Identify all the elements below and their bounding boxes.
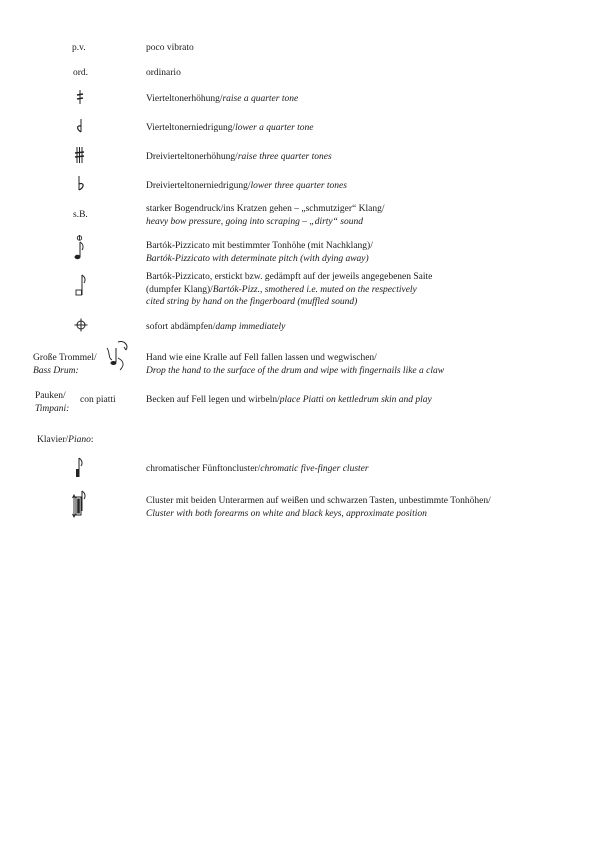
- forearm-cluster-icon: [72, 489, 88, 519]
- abbr-sb: s.B.: [73, 210, 88, 220]
- text-poco-vibrato: poco vibrato: [146, 43, 194, 53]
- text-bass-drum: Hand wie eine Kralle auf Fell fallen lassen und wegwischen/ Drop the hand to the surface of the drum and wipe with fingernails like a claw: [146, 353, 445, 376]
- text-five-finger-cluster: chromatischer Fünftoncluster/chromatic five-finger cluster: [146, 464, 369, 474]
- instrument-label-timpani: Pauken/ Timpani:: [35, 391, 70, 414]
- muted-bartok-note-icon: [74, 273, 86, 299]
- damp-circle-cross-icon: [74, 318, 88, 332]
- instrument-label-bass-drum: Große Trommel/ Bass Drum:: [33, 353, 97, 376]
- text-damp: sofort abdämpfen/damp immediately: [146, 322, 286, 332]
- text-ordinario: ordinario: [146, 68, 181, 78]
- five-finger-cluster-icon: [74, 456, 86, 478]
- bartok-pizz-note-icon: [73, 235, 85, 261]
- abbr-pv: p.v.: [72, 43, 86, 53]
- quarter-sharp-icon: [76, 89, 84, 105]
- score-legend-page: p.v. poco vibrato ord. ordinario Vierteltonerhöhung/raise a quarter tone Vierteltonerniedrigung/lower a quarter tone Dreivierteltonerhöhung/raise three quarter tones Dreivierteltonerniedrigung/lower three quarter tones s.B. starker Bogendruck/ins Kratzen gehen – „schmutziger“ Klang/ heavy bow pressure, going into scraping – „dirty“ sound Bartók-Pizzicato mit bestimmter Tonhöhe (mit Nachklang)/ Bartók-Pizzicato with determinate pitch (with dying away) Bartók-Pizzicato, erstickt bzw. gedämpft auf der jeweils angegebenen Saite (dumpfer Klang)/Bartók-Pizz., smothered i.e. muted on the respectively cited string by hand on the fingerboard (muffled sound) sofort abdämpfen/damp immediately Große Trommel/ Bass Drum: Hand wie eine Kralle auf Fell fallen lassen und wegwischen/ Drop the hand to the surface of the drum and wipe with fingernails like a claw Pauken/ Timpani: con piatti Becken auf Fell legen und wirbeln/place Piatti on kettledrum skin and play Klavier/Piano: chromatischer Fünftoncluster/chromatic five-finger cluster Cluster mit beiden Unterarmen auf weißen und schwarzen Tasten, unbestimmte Tonhöhen/ Cluster with both forearms on white and black keys, approximate position: [0, 0, 608, 860]
- text-three-quarter-down: Dreivierteltonerniedrigung/lower three quarter tones: [146, 181, 347, 191]
- text-con-piatti: con piatti: [80, 395, 116, 405]
- text-forearm-cluster: Cluster mit beiden Unterarmen auf weißen und schwarzen Tasten, unbestimmte Tonhöhen/ Cluster with both forearms on white and black keys, approximate position: [146, 496, 491, 519]
- claw-gesture-icon: [104, 340, 130, 372]
- reversed-flat-icon: [75, 118, 84, 134]
- text-bartok-muted: Bartók-Pizzicato, erstickt bzw. gedämpft auf der jeweils angegebenen Saite (dumpfer Klang)/Bartók-Pizz., smothered i.e. muted on the respectively cited string by hand on the fingerboard (muffled sound): [146, 272, 433, 307]
- text-sb: starker Bogendruck/ins Kratzen gehen – „schmutziger“ Klang/ heavy bow pressure, going into scraping – „dirty“ sound: [146, 204, 385, 227]
- text-quarter-up: Vierteltonerhöhung/raise a quarter tone: [146, 94, 299, 104]
- text-three-quarter-up: Dreivierteltonerhöhung/raise three quarter tones: [146, 152, 332, 162]
- flat-icon: [77, 175, 86, 192]
- text-bartok-pitch: Bartók-Pizzicato mit bestimmter Tonhöhe (mit Nachklang)/ Bartók-Pizzicato with determinate pitch (with dying away): [146, 241, 373, 264]
- three-quarter-sharp-icon: [74, 146, 85, 164]
- text-timpani: Becken auf Fell legen und wirbeln/place Piatti on kettledrum skin and play: [146, 395, 432, 405]
- abbr-ord: ord.: [73, 68, 89, 78]
- text-quarter-down: Vierteltonerniedrigung/lower a quarter tone: [146, 123, 314, 133]
